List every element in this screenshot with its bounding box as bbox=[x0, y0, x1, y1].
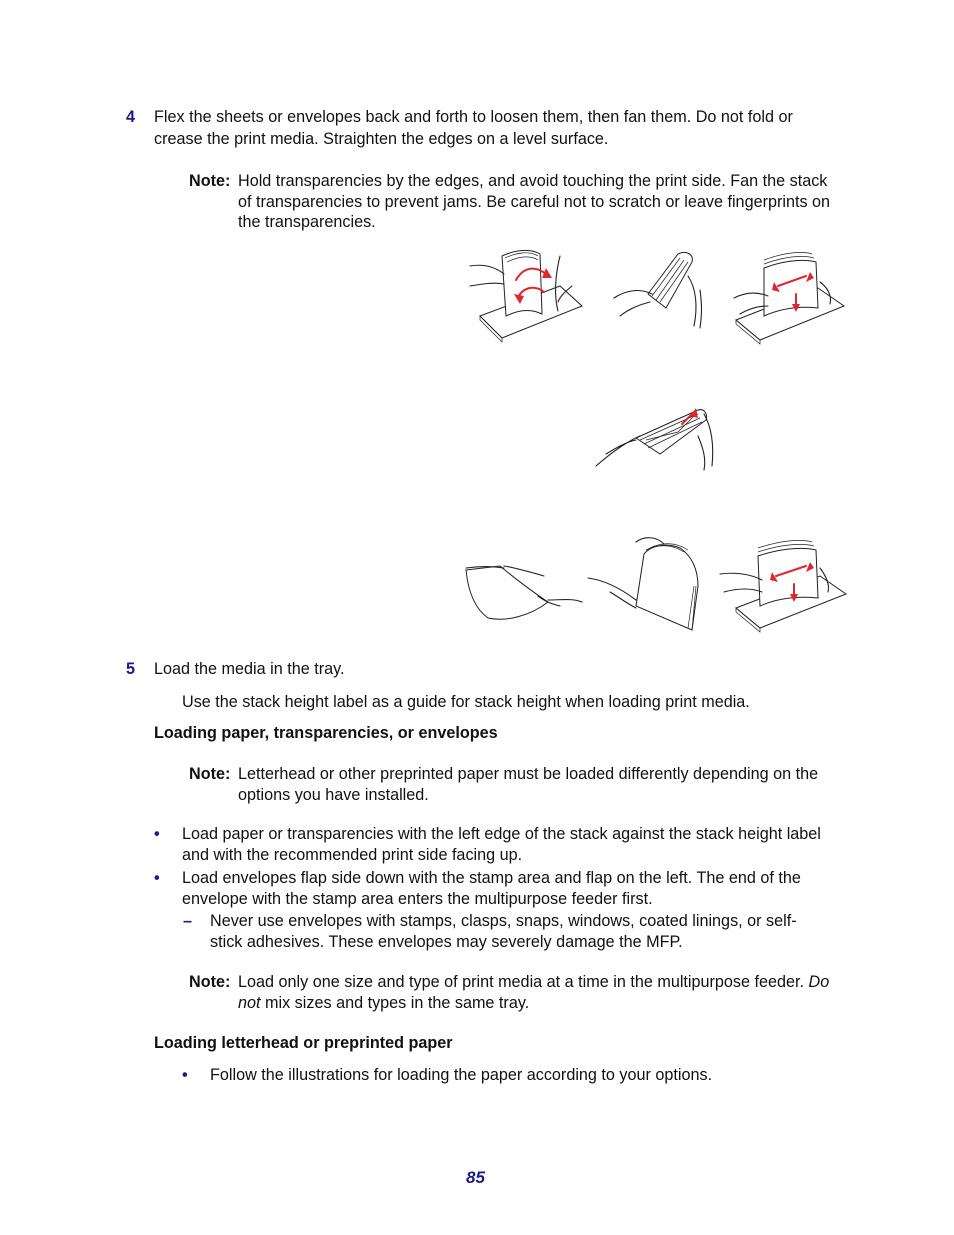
note1-text bbox=[238, 171, 830, 233]
step-number-5: 5 bbox=[126, 660, 136, 678]
note3-line-2 bbox=[238, 993, 829, 1014]
note1-line-2: of transparencies to prevent jams. Be careful not to scratch or leave fingerprints on bbox=[238, 192, 831, 211]
step5-paragraph: Use the stack height label as a guide for stack height when loading print media. bbox=[182, 693, 750, 711]
bullet-marker: • bbox=[154, 869, 160, 887]
note2-line-1: Letterhead or other preprinted paper must be loaded differently depending on the bbox=[238, 765, 819, 783]
fan-transparency-icon bbox=[588, 538, 698, 630]
straighten-stack-icon bbox=[734, 252, 844, 344]
step5-text: Load the media in the tray. bbox=[154, 660, 345, 678]
sub-bullet-line-2: stick adhesives. These envelopes may severely damage the MFP. bbox=[210, 932, 683, 951]
flex-fan-media-illustration bbox=[460, 236, 860, 636]
bullet-2-line-2: envelope with the stamp area enters the multipurpose feeder first. bbox=[182, 889, 653, 908]
bullet-marker: • bbox=[154, 825, 160, 843]
note2-line-2: options you have installed. bbox=[238, 785, 429, 804]
note3-line-2-text: mix sizes and types in the same tray. bbox=[265, 993, 530, 1012]
note2-text bbox=[238, 764, 818, 805]
bullet-2-line-1: Load envelopes flap side down with the stamp area and flap on the left. The end of the bbox=[182, 869, 801, 887]
fan-paper-icon bbox=[614, 252, 702, 328]
flex-transparency-icon bbox=[466, 566, 582, 619]
sub-bullet-dash: – bbox=[183, 912, 193, 930]
fan-envelopes-icon bbox=[596, 408, 713, 470]
note-label: Note: bbox=[189, 172, 231, 190]
note1-line-3: the transparencies. bbox=[238, 213, 376, 231]
step4-line-1: Flex the sheets or envelopes back and forth to loosen them, then fan them. Do not fold or bbox=[154, 108, 793, 126]
bullet-3-text: Follow the illustrations for loading the paper according to your options. bbox=[210, 1066, 713, 1084]
page-number: 85 bbox=[466, 1168, 485, 1187]
bullet-1-line-1: Load paper or transparencies with the left edge of the stack against the stack height label bbox=[182, 825, 821, 843]
step4-text bbox=[154, 107, 793, 150]
heading-loading-letterhead: Loading letterhead or preprinted paper bbox=[154, 1034, 453, 1052]
note-label: Note: bbox=[189, 973, 231, 991]
note3-emphasis-not: not bbox=[238, 993, 261, 1012]
note3-line-1-text: Load only one size and type of print media at a time in the multipurpose feeder. bbox=[238, 973, 805, 991]
note3-emphasis-do: Do bbox=[808, 973, 830, 991]
heading-loading-paper: Loading paper, transparencies, or envelopes bbox=[154, 724, 498, 742]
note-label: Note: bbox=[189, 765, 231, 783]
note1-line-1: Hold transparencies by the edges, and avoid touching the print side. Fan the stack bbox=[238, 172, 828, 190]
sub-bullet-text bbox=[210, 911, 797, 952]
bullet-1-text bbox=[182, 824, 821, 865]
flex-paper-stack-icon bbox=[470, 250, 582, 342]
bullet-1-line-2: and with the recommended print side facing up. bbox=[182, 845, 523, 864]
note3-text bbox=[238, 972, 829, 1013]
sub-bullet-line-1: Never use envelopes with stamps, clasps, snaps, windows, coated linings, or self- bbox=[210, 912, 797, 930]
step-number-4: 4 bbox=[126, 108, 136, 126]
straighten-transparency-icon bbox=[720, 540, 846, 632]
note3-line-1 bbox=[238, 972, 829, 993]
bullet-2-text bbox=[182, 868, 801, 909]
step4-line-2: crease the print media. Straighten the edges on a level surface. bbox=[154, 130, 609, 148]
bullet-marker: • bbox=[182, 1066, 188, 1084]
